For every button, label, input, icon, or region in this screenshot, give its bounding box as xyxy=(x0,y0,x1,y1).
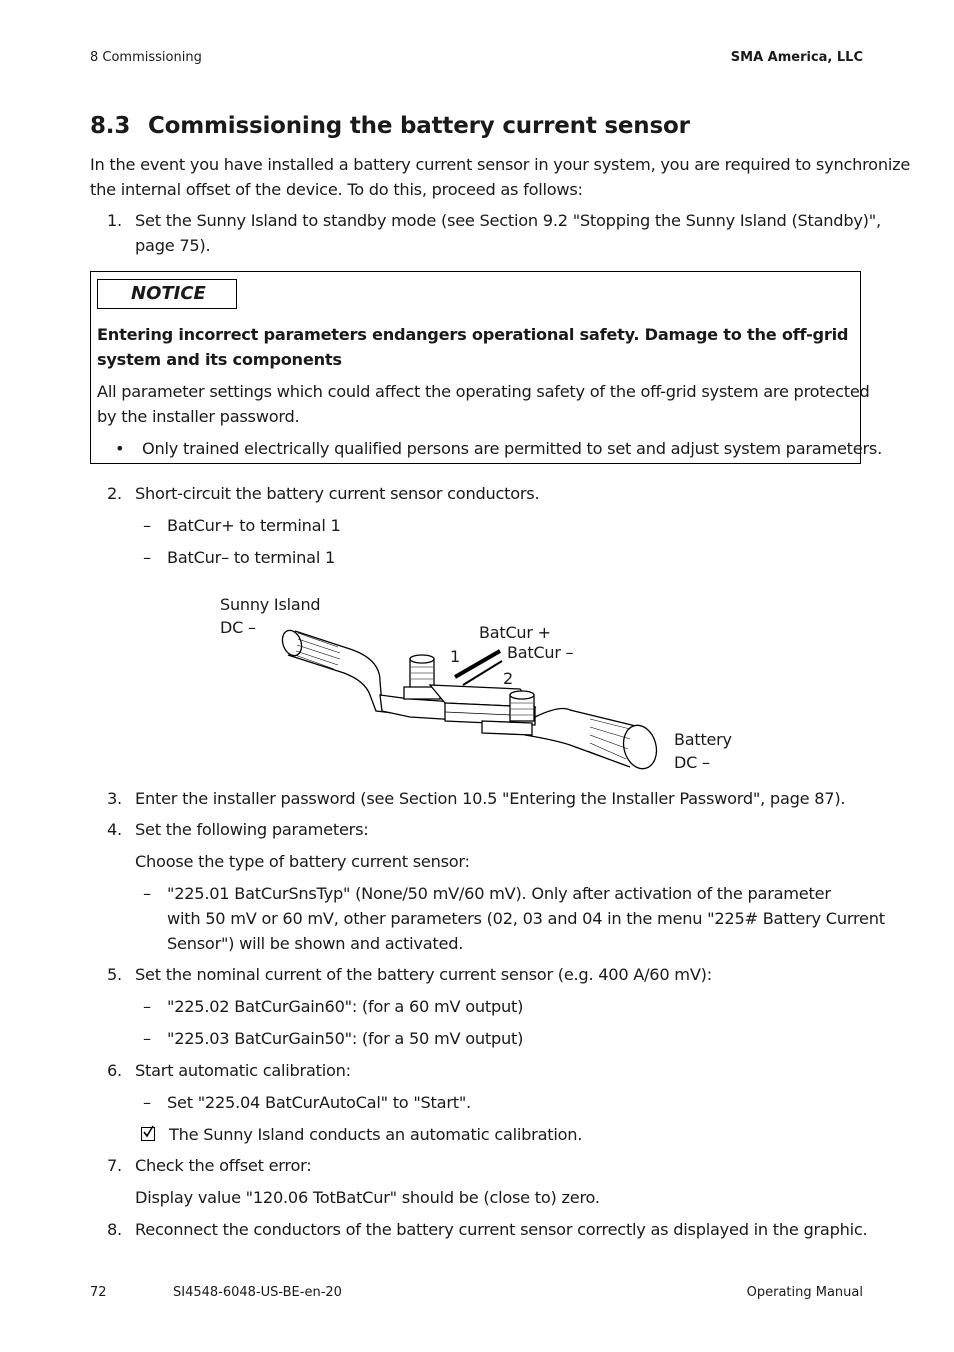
left-bolt-top xyxy=(410,655,434,663)
figure-label-sunny-island xyxy=(220,593,320,639)
document-type: Operating Manual xyxy=(746,1285,863,1300)
step-6-number: 6. xyxy=(107,1061,122,1080)
dash-marker: – xyxy=(143,516,151,535)
step-1-line: page 75). xyxy=(135,236,211,255)
sub-item-text: BatCur+ to terminal 1 xyxy=(167,516,341,535)
sub-item-text: "225.03 BatCurGain50": (for a 50 mV output) xyxy=(167,1029,524,1048)
step-5-sub-2 xyxy=(143,1026,523,1051)
intro-line: In the event you have installed a battery current sensor in your system, you are required to synchronize xyxy=(90,155,911,174)
notice-title xyxy=(97,322,848,372)
dash-marker: – xyxy=(143,1093,151,1112)
figure-label-terminal-1: 1 xyxy=(450,647,460,666)
step-6-text: Start automatic calibration: xyxy=(135,1061,351,1080)
right-cable-top-edge xyxy=(535,709,640,727)
step-4-text: Set the following parameters: xyxy=(135,820,369,839)
sub-item-text: Set "225.04 BatCurAutoCal" to "Start". xyxy=(167,1093,471,1112)
dash-marker: – xyxy=(143,548,151,567)
step-7-number: 7. xyxy=(107,1156,122,1175)
page-number: 72 xyxy=(90,1285,107,1300)
step-2-text: Short-circuit the battery current sensor conductors. xyxy=(135,484,540,503)
right-bolt-top xyxy=(510,691,534,699)
step-1-number: 1. xyxy=(107,211,122,230)
dash-marker: – xyxy=(143,1029,151,1048)
step-7-text: Check the offset error: xyxy=(135,1156,312,1175)
notice-body-line: All parameter settings which could affect the operating safety of the off-grid system are protected xyxy=(97,382,870,401)
step-2-sub-1 xyxy=(143,513,341,538)
label-line: DC – xyxy=(674,753,710,772)
step-1-text xyxy=(135,208,881,258)
label-line: Sunny Island xyxy=(220,595,321,614)
document-id: SI4548-6048-US-BE-en-20 xyxy=(173,1285,342,1300)
step-8-text: Reconnect the conductors of the battery current sensor correctly as displayed in the graphic. xyxy=(135,1220,868,1239)
sub-item-text: "225.02 BatCurGain60": (for a 60 mV output) xyxy=(167,997,524,1016)
section-title: Commissioning the battery current sensor xyxy=(148,113,690,139)
label-line: Battery xyxy=(674,730,732,749)
notice-bullet-symbol: • xyxy=(115,439,125,458)
item-line: Sensor") will be shown and activated. xyxy=(167,934,464,953)
step-2-number: 2. xyxy=(107,484,122,503)
step-5-text: Set the nominal current of the battery current sensor (e.g. 400 A/60 mV): xyxy=(135,965,712,984)
checkbox-checked-icon xyxy=(141,1127,155,1141)
step-6-result xyxy=(141,1122,582,1147)
dash-marker: – xyxy=(143,997,151,1016)
notice-title-line: Entering incorrect parameters endangers operational safety. Damage to the off-grid xyxy=(97,325,849,344)
step-4-item-dash: – xyxy=(143,884,151,903)
step-6-sub-1 xyxy=(143,1090,471,1115)
item-line: "225.01 BatCurSnsTyp" (None/50 mV/60 mV). Only after activation of the parameter xyxy=(167,884,831,903)
result-text: The Sunny Island conducts an automatic calibration. xyxy=(169,1125,583,1144)
battery-sensor-wiring-figure xyxy=(270,615,670,785)
figure-label-terminal-2: 2 xyxy=(503,669,513,688)
sub-item-text: BatCur– to terminal 1 xyxy=(167,548,336,567)
step-4-number: 4. xyxy=(107,820,122,839)
step-5-number: 5. xyxy=(107,965,122,984)
batcur-minus-lead xyxy=(463,661,502,685)
right-lug xyxy=(482,721,532,735)
notice-body-line: by the installer password. xyxy=(97,407,300,426)
step-7-sub: Display value "120.06 TotBatCur" should be (close to) zero. xyxy=(135,1188,600,1207)
figure-label-batcur-minus: BatCur – xyxy=(507,643,574,662)
notice-bullet-text: Only trained electrically qualified persons are permitted to set and adjust system parameters. xyxy=(142,439,882,458)
figure-label-batcur-plus: BatCur + xyxy=(479,623,551,642)
label-line: DC – xyxy=(220,618,256,637)
running-header-section: 8 Commissioning xyxy=(90,50,202,65)
notice-label: NOTICE xyxy=(97,279,237,309)
figure-label-battery xyxy=(674,728,732,774)
right-cable-bottom-edge xyxy=(525,735,630,767)
step-3-number: 3. xyxy=(107,789,122,808)
batcur-plus-lead xyxy=(455,651,500,677)
section-heading xyxy=(90,113,690,139)
item-line: with 50 mV or 60 mV, other parameters (02, 03 and 04 in the menu "225# Battery Current xyxy=(167,909,885,928)
step-8-number: 8. xyxy=(107,1220,122,1239)
notice-body xyxy=(97,379,870,429)
step-4-sub-intro: Choose the type of battery current sensor: xyxy=(135,852,470,871)
step-1-line: Set the Sunny Island to standby mode (see Section 9.2 "Stopping the Sunny Island (Standby)", xyxy=(135,211,881,230)
step-3-text: Enter the installer password (see Section 10.5 "Entering the Installer Password", page 87). xyxy=(135,789,846,808)
step-4-item-text xyxy=(167,881,885,956)
intro-line: the internal offset of the device. To do this, proceed as follows: xyxy=(90,180,583,199)
intro-paragraph xyxy=(90,152,910,202)
step-2-sub-2 xyxy=(143,545,335,570)
notice-title-line: system and its components xyxy=(97,350,342,369)
running-header-company: SMA America, LLC xyxy=(730,50,863,65)
section-number: 8.3 xyxy=(90,113,131,139)
step-5-sub-1 xyxy=(143,994,523,1019)
